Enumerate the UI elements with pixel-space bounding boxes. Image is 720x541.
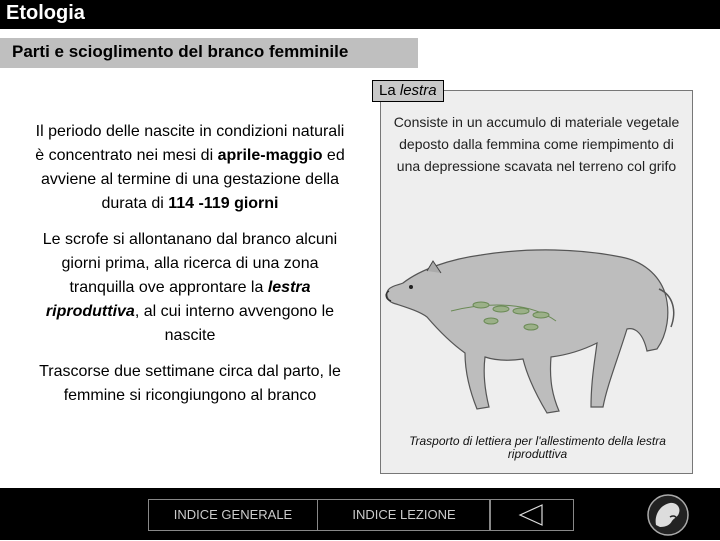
lestra-description: Consiste in un accumulo di materiale vegetale deposto dalla femmina come riempimento di una depressione scavata nel terreno col grifo [393, 114, 680, 174]
paragraph-births [30, 120, 350, 216]
paragraph-regroup: Trascorse due settimane circa dal parto, le femmine si ricongiungono al branco [39, 363, 341, 404]
navigation-bar [0, 488, 720, 540]
section-subtitle [0, 38, 418, 68]
nav-back-button[interactable] [489, 499, 574, 531]
boar-head-logo-icon[interactable] [646, 493, 690, 537]
paragraph-births-days: 114 -119 giorni [168, 195, 279, 212]
paragraph-lestra-text-2: , al cui interno avvengono le nascite [134, 303, 335, 344]
title-bar [0, 0, 720, 29]
lestra-tag-prefix: La [379, 82, 400, 99]
lestra-tag-word: lestra [399, 82, 437, 99]
nav-general-index-button[interactable]: INDICE GENERALE [148, 499, 318, 531]
subtitle-text: Parti e scioglimento del branco femminile [12, 42, 349, 61]
triangle-left-icon [490, 500, 573, 530]
paragraph-lestra-text-1: Le scrofe si allontanano dal branco alcuni giorni prima, alla ricerca di una zona tranquilla ove approntare la [42, 231, 338, 296]
lestra-caption: Trasporto di lettiera per l'allestimento della lestra riproduttiva [409, 434, 666, 461]
app-title: Etologia [6, 2, 85, 24]
nav-lesson-index-button[interactable]: INDICE LEZIONE [317, 499, 491, 531]
paragraph-lestra [30, 228, 350, 348]
boar-illustration [381, 231, 692, 431]
lestra-panel-tag [372, 80, 444, 102]
paragraph-births-text-1: Il periodo delle nascite in condizioni naturali è concentrato nei mesi di [35, 123, 345, 164]
main-text [30, 120, 350, 420]
paragraph-lestra-term: lestra riproduttiva [45, 279, 311, 320]
lestra-panel [380, 90, 693, 474]
paragraph-births-months: aprile-maggio [217, 147, 323, 164]
paragraph-births-text-2: ed avviene al termine di una gestazione della durata di [41, 147, 345, 212]
